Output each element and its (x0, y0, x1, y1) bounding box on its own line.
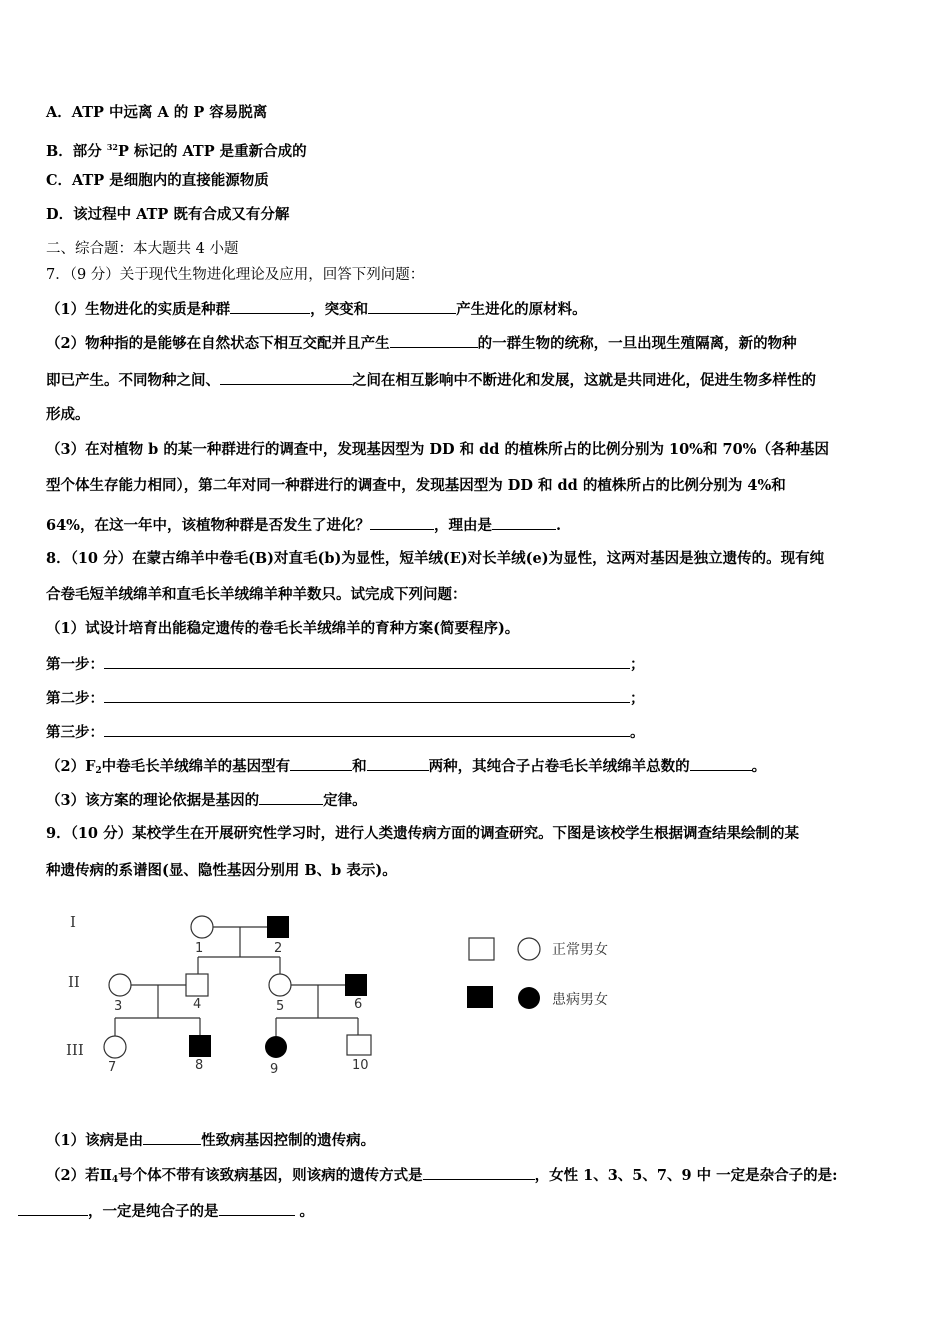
q8-blank-4[interactable] (259, 790, 323, 805)
pedigree-chart (58, 900, 438, 1080)
q8-step3-label: 第三步： (46, 724, 104, 741)
q8-part1: （1）试设计培育出能稳定遗传的卷毛长羊绒绵羊的育种方案(简要程序)。 (46, 620, 520, 637)
option-c: C．ATP 是细胞内的直接能源物质 (46, 172, 269, 189)
q8-step1-end: ； (630, 656, 645, 673)
q8-p3-text-b: 定律。 (323, 792, 367, 809)
q9-p2-text-a: （2）若Ⅱ (46, 1167, 112, 1184)
q9-p1-text-b: 性致病基因控制的遗传病。 (201, 1132, 376, 1149)
individual-8-affected-male (189, 1035, 211, 1057)
q7-part2-line1 (46, 333, 797, 353)
q8-heading-line1: 8．（10 分）在蒙古绵羊中卷毛(B)对直毛(b)为显性，短羊绒(E)对长羊绒(e)为显性，这两对基因是独立遗传的。现有纯 (46, 550, 825, 567)
q8-step3-end: 。 (630, 724, 645, 741)
q8-blank-2[interactable] (367, 756, 429, 771)
q9-p2-text-c: ，女性 1、3、5、7、9 中 一定是杂合子的是: (534, 1167, 838, 1184)
q7-p2-text-b: 的一群生物的统称，一旦出现生殖隔离，新的物种 (477, 335, 797, 352)
q7-part1 (46, 299, 587, 319)
q9-blank-4[interactable] (219, 1201, 295, 1216)
q7-p3-text-e: . (555, 517, 562, 534)
pedigree-legend (460, 925, 650, 1025)
f2-subscript: 2 (95, 766, 102, 776)
q9-p2-text-d: ，一定是纯合子的是 (88, 1203, 219, 1220)
q7-p2-text-a: （2）物种指的是能够在自然状态下相互交配并且产生 (46, 335, 390, 352)
label-2: 2 (274, 941, 283, 956)
q8-step3 (46, 722, 645, 742)
q7-heading: 7．（9 分）关于现代生物进化理论及应用，回答下列问题： (46, 267, 425, 283)
ii4-subscript: 4 (111, 1175, 119, 1185)
q9-blank-1[interactable] (143, 1130, 201, 1145)
q7-p3-text-c: 64%，在这一年中，该植物种群是否发生了进化？ (46, 517, 370, 534)
option-a: A．ATP 中远离 A 的 P 容易脱离 (46, 104, 268, 121)
label-6: 6 (354, 997, 363, 1012)
q7-p3-text-d: ，理由是 (433, 517, 492, 534)
generation-label-iii: III (66, 1041, 84, 1059)
q8-p2-text-c: 和 (352, 758, 367, 775)
q8-blank-3[interactable] (690, 756, 752, 771)
isotope-superscript: 32 (106, 142, 118, 152)
q8-step2-label: 第二步： (46, 690, 104, 707)
individual-4-normal-male (186, 974, 208, 996)
option-b-prefix: B．部分 (46, 143, 107, 160)
q8-part2 (46, 756, 766, 780)
generation-label-i: I (70, 913, 76, 931)
q8-step1-blank[interactable] (104, 654, 630, 669)
q7-p2-text-d: 之间在相互影响中不断进化和发展，这就是共同进化，促进生物多样性的 (352, 372, 816, 389)
legend-affected-female-icon (518, 987, 540, 1009)
q9-part2-line2 (18, 1201, 314, 1221)
label-1: 1 (195, 941, 204, 956)
label-7: 7 (108, 1060, 117, 1075)
individual-10-normal-male (347, 1035, 371, 1055)
individual-2-affected-male (267, 916, 289, 938)
individual-7-normal-female (104, 1036, 126, 1058)
label-4: 4 (193, 997, 202, 1012)
q7-p1-text-a: （1）生物进化的实质是种群 (46, 301, 231, 318)
label-3: 3 (114, 999, 123, 1014)
legend-normal-female-icon (518, 938, 540, 960)
label-9: 9 (270, 1062, 279, 1077)
q7-blank-2[interactable] (368, 299, 456, 314)
q7-part3-line2: 型个体生存能力相同），第二年对同一种群进行的调查中，发现基因型为 DD 和 dd 的植株所占的比例分别为 4%和 (46, 477, 786, 494)
individual-6-affected-male (345, 974, 367, 996)
individual-1-normal-female (191, 916, 213, 938)
q7-p1-text-c: 产生进化的原材料。 (456, 301, 587, 318)
q7-blank-3[interactable] (390, 333, 478, 348)
q9-p1-text-a: （1）该病是由 (46, 1132, 144, 1149)
section-title: 二、综合题：本大题共 4 小题 (46, 241, 239, 257)
option-b (46, 138, 307, 161)
q9-blank-3[interactable] (18, 1201, 88, 1216)
legend-affected-label: 患病男女 (552, 992, 608, 1008)
q9-p2-text-e: 。 (294, 1203, 315, 1220)
label-8: 8 (195, 1058, 204, 1073)
q8-p3-text-a: （3）该方案的理论依据是基因的 (46, 792, 260, 809)
q7-blank-4[interactable] (220, 370, 352, 385)
q8-p2-text-e: 。 (751, 758, 767, 775)
legend-normal-label: 正常男女 (552, 942, 608, 958)
q8-step2 (46, 688, 645, 708)
individual-9-affected-female (265, 1036, 287, 1058)
q9-p2-text-b: 号个体不带有该致病基因，则该病的遗传方式是 (118, 1167, 423, 1184)
q7-part3-line3 (46, 515, 561, 535)
q8-heading-line2: 合卷毛短羊绒绵羊和直毛长羊绒绵羊种羊数只。试完成下列问题： (46, 586, 467, 603)
q7-blank-5[interactable] (370, 515, 434, 530)
q9-part1 (46, 1130, 375, 1150)
individual-5-normal-female (269, 974, 291, 996)
q8-step2-end: ； (630, 690, 645, 707)
q9-heading-line2: 种遗传病的系谱图(显、隐性基因分别用 B、b 表示)。 (46, 862, 397, 879)
label-5: 5 (276, 999, 285, 1014)
label-10: 10 (352, 1058, 369, 1073)
q7-blank-1[interactable] (230, 299, 310, 314)
q7-p1-text-b: ，突变和 (310, 301, 369, 318)
q8-blank-1[interactable] (290, 756, 352, 771)
q8-step3-blank[interactable] (104, 722, 630, 737)
q7-part3-line1: （3）在对植物 b 的某一种群进行的调查中，发现基因型为 DD 和 dd 的植株所占的比例分别为 10%和 70%（各种基因 (46, 441, 829, 458)
q7-blank-6[interactable] (492, 515, 556, 530)
q9-heading-line1: 9．（10 分）某校学生在开展研究性学习时，进行人类遗传病方面的调查研究。下图是该校学生根据调查结果绘制的某 (46, 825, 800, 842)
generation-label-ii: II (68, 973, 80, 991)
q8-p2-text-a: （2）F (46, 758, 96, 775)
q8-step1 (46, 654, 645, 674)
q8-p2-text-d: 两种，其纯合子占卷毛长羊绒绵羊总数的 (428, 758, 690, 775)
q7-part2-line3: 形成。 (46, 406, 90, 423)
option-d: D．该过程中 ATP 既有合成又有分解 (46, 206, 290, 223)
q9-part2-line1 (46, 1165, 838, 1189)
q8-part3 (46, 790, 367, 810)
option-b-suffix: P 标记的 ATP 是重新合成的 (117, 143, 307, 160)
individual-3-normal-female (109, 974, 131, 996)
q8-step1-label: 第一步： (46, 656, 104, 673)
q7-p2-text-c: 即已产生。不同物种之间、 (46, 372, 220, 389)
q8-step2-blank[interactable] (104, 688, 630, 703)
q9-blank-2[interactable] (423, 1165, 535, 1180)
q7-part2-line2 (46, 370, 816, 390)
legend-affected-male-icon (467, 986, 493, 1008)
q8-p2-text-b: 中卷毛长羊绒绵羊的基因型有 (101, 758, 291, 775)
legend-normal-male-icon (469, 938, 494, 960)
